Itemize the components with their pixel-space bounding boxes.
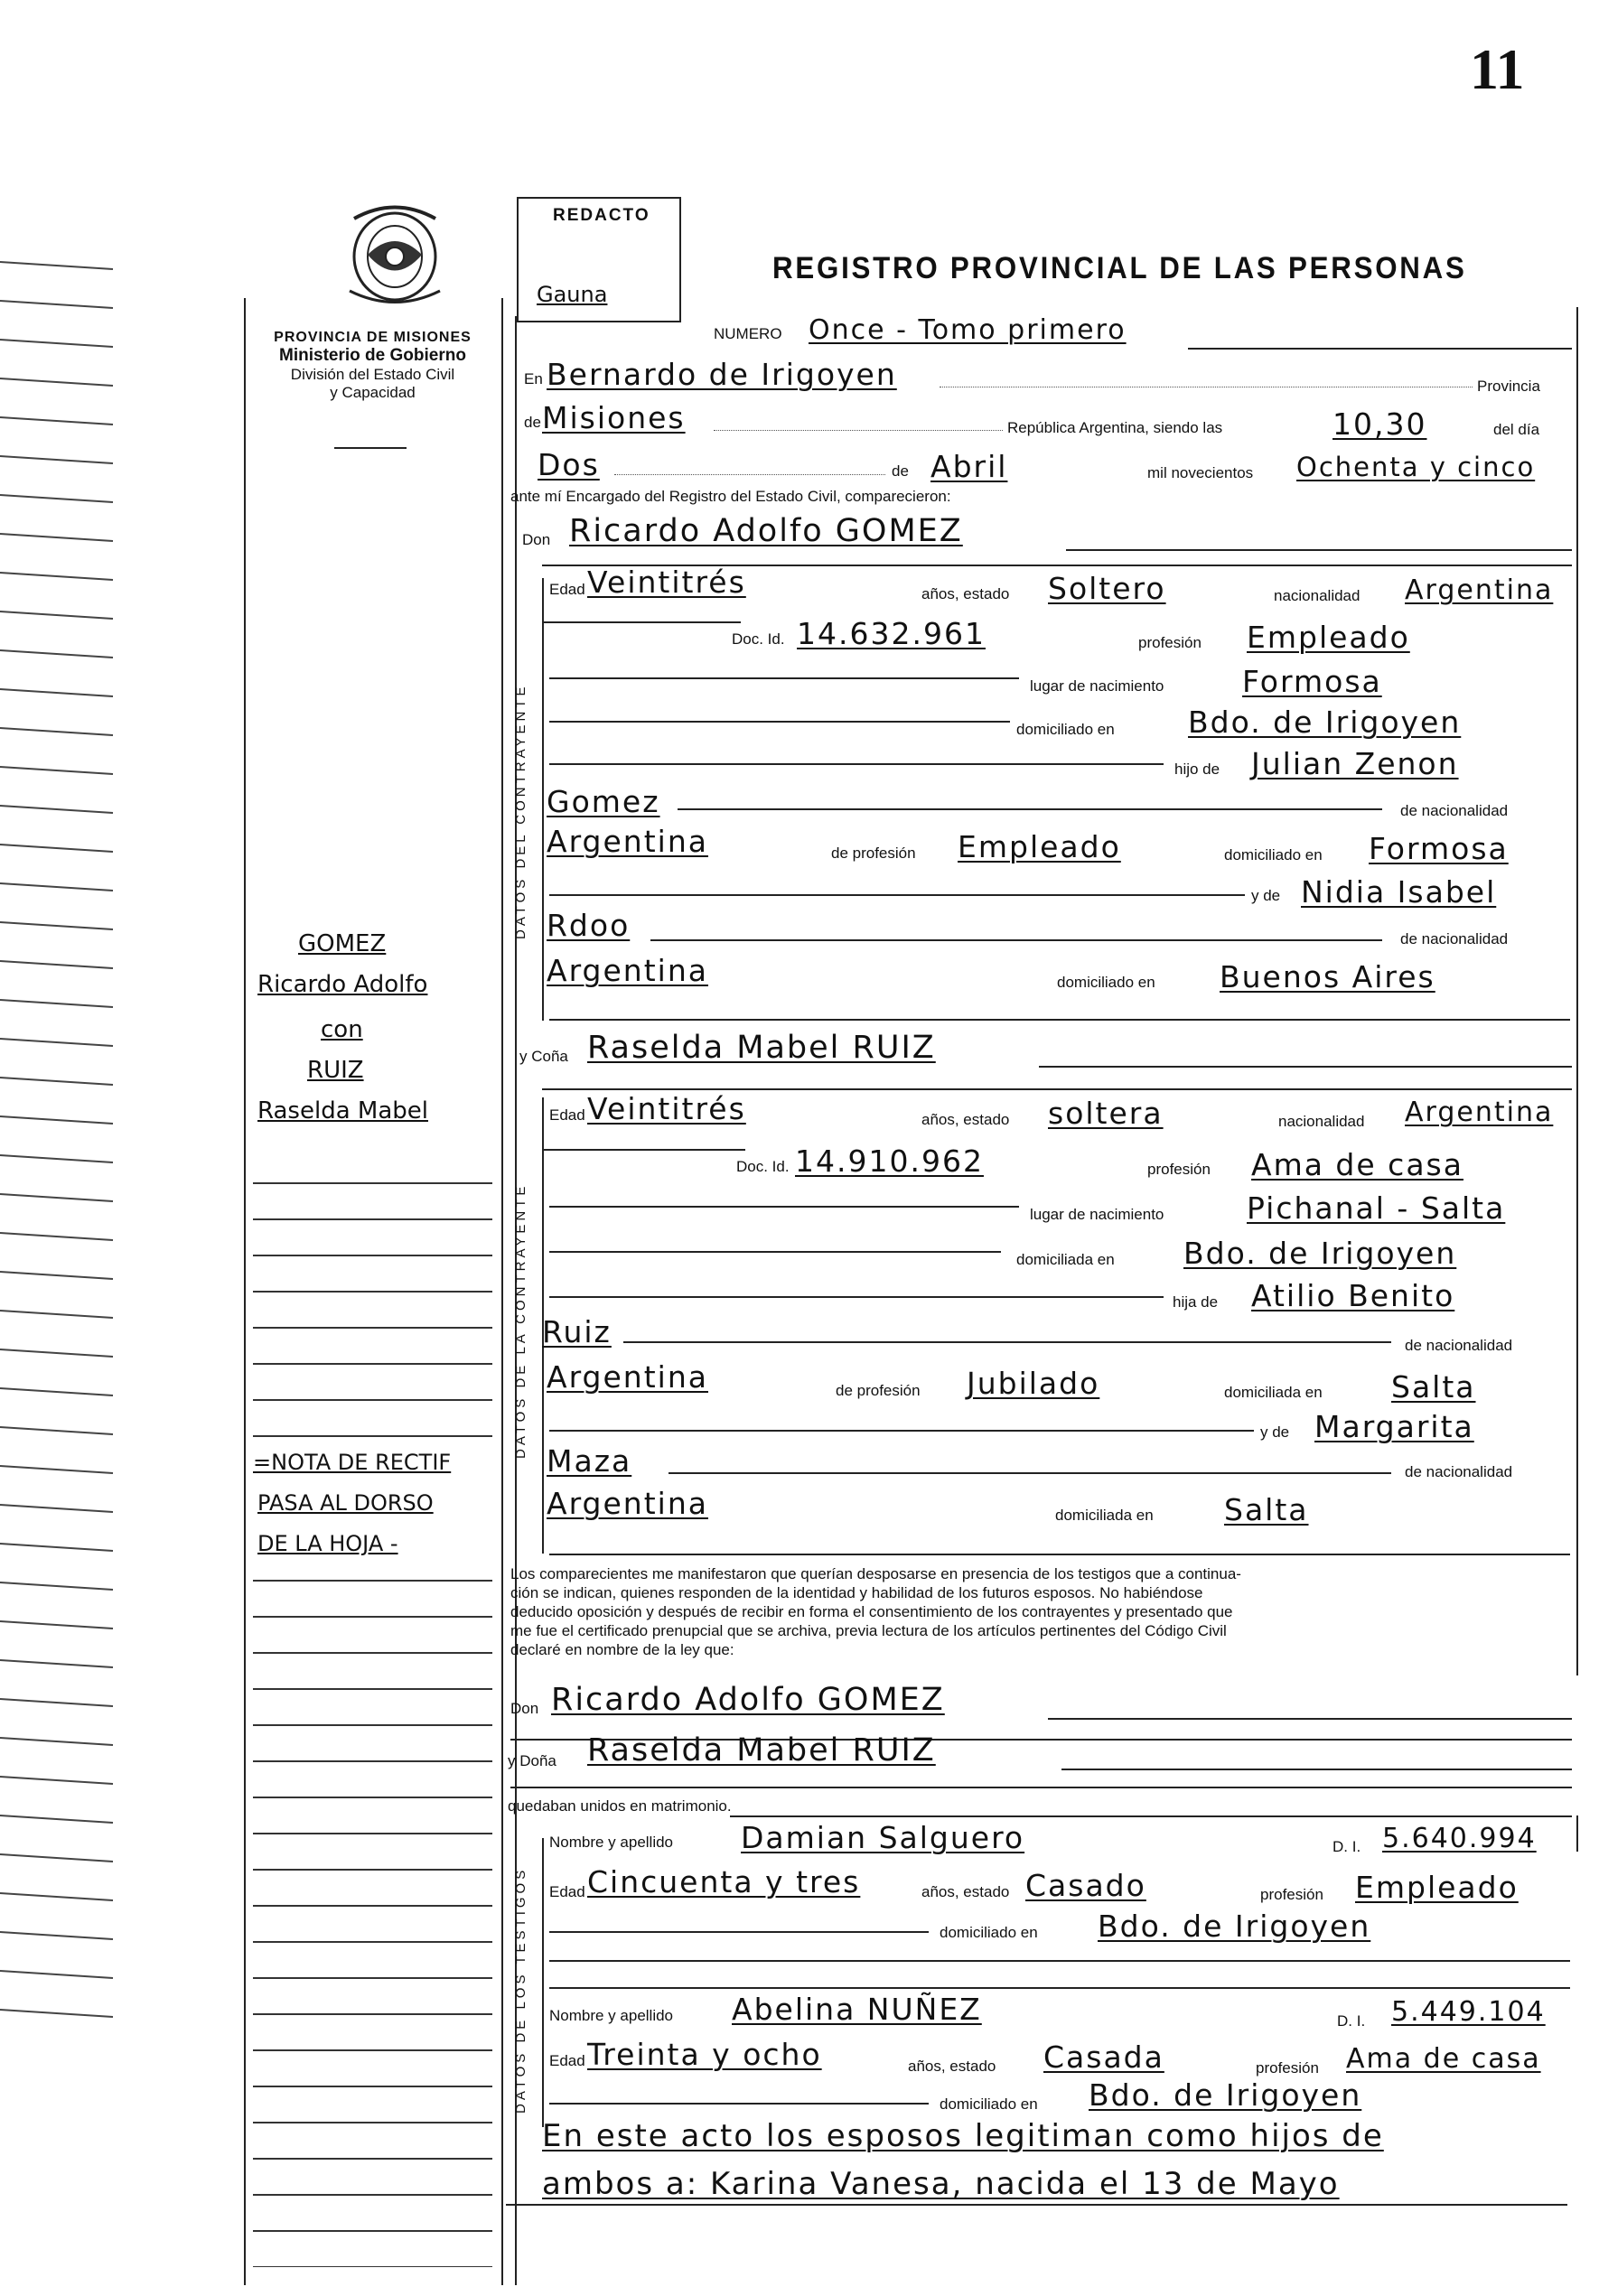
w2-prof-label: profesión [1256, 2059, 1319, 2077]
w2-domicilio: Bdo. de Irigoyen [1089, 2077, 1362, 2113]
numero-label: NUMERO [714, 325, 782, 342]
groom-estado: Soltero [1048, 571, 1166, 606]
bride-padre-nac-label: de nacionalidad [1405, 1337, 1513, 1354]
w2-nombre: Abelina NUÑEZ [732, 1992, 982, 2027]
bride-madre-dom: Salta [1224, 1492, 1309, 1527]
w1-nombre-label: Nombre y apellido [549, 1834, 674, 1851]
binding-line [0, 1272, 113, 1279]
groom-estado-label: años, estado [921, 585, 1010, 602]
w2-di: 5.449.104 [1391, 1996, 1546, 2028]
declaration-line-2: ción se indican, quienes responden de la identidad y habilidad de los futuros esposos. No habiéndose [510, 1584, 1203, 1601]
bride-nac-label: nacionalidad [1278, 1113, 1365, 1130]
registry-title: REGISTRO PROVINCIAL DE LAS PERSONAS [772, 251, 1467, 285]
bride-lugar: Pichanal - Salta [1247, 1190, 1506, 1226]
binding-line [0, 1311, 113, 1318]
de2-label: de [892, 462, 909, 480]
numero-value: Once - Tomo primero [809, 314, 1127, 346]
w2-estado-label: años, estado [908, 2058, 996, 2075]
coat-of-arms-icon [327, 201, 463, 309]
bride-dom-label: domiciliada en [1016, 1251, 1115, 1268]
datos-contrayenta-label: DATOS DE LA CONTRAYENTE [513, 1182, 528, 1459]
margin-groom-names: Ricardo Adolfo [257, 971, 428, 998]
bride-doc: 14.910.962 [795, 1143, 984, 1179]
groom-padre-nac-label: de nacionalidad [1400, 802, 1509, 819]
binding-line [0, 1078, 113, 1085]
note-line-1: En este acto los esposos legitiman como hijos de [542, 2118, 1384, 2154]
en-value: Bernardo de Irigoyen [547, 357, 897, 392]
binding-line [0, 611, 113, 619]
binding-line [0, 845, 113, 852]
groom-hijo-label: hijo de [1174, 761, 1220, 778]
groom-madre-nac-label: de nacionalidad [1400, 930, 1509, 947]
quedaban-text: quedaban unidos en matrimonio. [508, 1797, 732, 1815]
groom-madre-apellido: Rdoo [547, 908, 631, 943]
binding-line [0, 689, 113, 696]
w1-profesion: Empleado [1355, 1870, 1519, 1905]
bride-lugar-label: lugar de nacimiento [1030, 1206, 1164, 1223]
binding-line [0, 728, 113, 735]
page-number: 11 [1470, 37, 1525, 101]
dia-value: Dos [538, 447, 600, 482]
w2-dom-label: domiciliado en [940, 2095, 1038, 2113]
groom-lugar-label: lugar de nacimiento [1030, 677, 1164, 695]
datos-testigos-label: DATOS DE LOS TESTIGOS [513, 1866, 528, 2114]
groom-padre-dom-label: domiciliado en [1224, 846, 1323, 863]
groom-nac-label: nacionalidad [1274, 587, 1361, 604]
binding-line [0, 883, 113, 891]
de-label: de [524, 414, 541, 431]
bride-nacionalidad: Argentina [1405, 1097, 1554, 1128]
w1-nombre: Damian Salguero [741, 1820, 1025, 1855]
bride-y-de-label: y de [1260, 1423, 1290, 1441]
w2-estado: Casada [1043, 2039, 1164, 2075]
w1-di-label: D. I. [1332, 1838, 1361, 1855]
w1-estado: Casado [1025, 1868, 1146, 1903]
binding-lines [0, 253, 117, 2041]
groom-y-de-label: y de [1251, 887, 1281, 904]
binding-line [0, 922, 113, 929]
groom-profesion: Empleado [1247, 620, 1410, 655]
binding-line [0, 534, 113, 541]
binding-line [0, 456, 113, 463]
binding-line [0, 1777, 113, 1784]
groom-padre-prof-label: de profesión [831, 845, 916, 862]
declaration-line-4: me fue el certificado prenupcial que se archiva, previa lectura de los artículos pertinentes del Código Civil [510, 1622, 1227, 1639]
decl-don-label: Don [510, 1700, 539, 1717]
groom-madre-dom: Buenos Aires [1220, 959, 1435, 994]
redacto-box [517, 197, 681, 322]
binding-line [0, 2010, 113, 2017]
bride-madre-nac: Argentina [547, 1486, 708, 1521]
binding-line [0, 1194, 113, 1201]
declaration-line-3: deducido oposición y después de recibir en forma el consentimiento de los contrayentes y presentado que [510, 1603, 1233, 1620]
binding-line [0, 417, 113, 425]
binding-line [0, 1932, 113, 1939]
bride-padre-nac: Argentina [547, 1359, 708, 1395]
bride-edad: Veintitrés [587, 1091, 746, 1126]
binding-line [0, 1854, 113, 1862]
binding-line [0, 301, 113, 308]
w1-estado-label: años, estado [921, 1883, 1010, 1900]
margin-bride-surname: RUIZ [307, 1057, 364, 1084]
ante-text: ante mí Encargado del Registro del Estado Civil, comparecieron: [510, 488, 951, 505]
margin-note-1: =NOTA DE RECTIF [253, 1450, 452, 1475]
bride-nombre: Raselda Mabel RUIZ [587, 1030, 936, 1066]
binding-line [0, 650, 113, 658]
margin-con: con [321, 1016, 363, 1043]
bride-domicilio: Bdo. de Irigoyen [1183, 1236, 1457, 1271]
republica-text: República Argentina, siendo las [1007, 419, 1223, 436]
binding-line [0, 1738, 113, 1745]
bride-madre-dom-label: domiciliada en [1055, 1507, 1154, 1524]
groom-doc: 14.632.961 [797, 616, 986, 651]
groom-edad: Veintitrés [587, 565, 746, 600]
ministry-label: Ministerio de Gobierno [279, 346, 466, 365]
w1-prof-label: profesión [1260, 1886, 1323, 1903]
w1-di: 5.640.994 [1382, 1823, 1537, 1854]
binding-line [0, 1971, 113, 1978]
binding-line [0, 1544, 113, 1551]
bride-madre: Margarita [1314, 1409, 1474, 1444]
groom-domicilio: Bdo. de Irigoyen [1188, 705, 1462, 740]
declaration-text [510, 1564, 1572, 1659]
binding-line [0, 1505, 113, 1512]
y-cona-label: y Coña [519, 1048, 568, 1065]
division-label: División del Estado Civil [290, 366, 455, 383]
bride-hija-label: hija de [1173, 1293, 1219, 1311]
margin-groom-surname: GOMEZ [298, 930, 387, 957]
w2-nombre-label: Nombre y apellido [549, 2007, 674, 2024]
declaration-line-5: declaré en nombre de la ley que: [510, 1641, 734, 1658]
groom-madre: Nidia Isabel [1301, 874, 1497, 910]
bride-padre-apellido: Ruiz [542, 1314, 612, 1349]
binding-line [0, 1388, 113, 1395]
bride-prof-label: profesión [1147, 1161, 1211, 1178]
binding-line [0, 1116, 113, 1124]
del-dia-label: del día [1493, 421, 1540, 438]
w2-edad: Treinta y ocho [587, 2037, 822, 2072]
bride-doc-label: Doc. Id. [736, 1158, 790, 1175]
binding-line [0, 1039, 113, 1046]
groom-doc-label: Doc. Id. [732, 630, 785, 648]
bride-padre: Atilio Benito [1251, 1278, 1455, 1313]
margin-note-3: DE LA HOJA - [257, 1531, 398, 1556]
binding-line [0, 1621, 113, 1629]
sidebar-header [248, 330, 497, 402]
w1-dom-label: domiciliado en [940, 1924, 1038, 1941]
w2-di-label: D. I. [1337, 2012, 1366, 2030]
decl-dona-label: y Doña [508, 1752, 556, 1769]
w1-domicilio: Bdo. de Irigoyen [1098, 1909, 1371, 1944]
binding-line [0, 1582, 113, 1590]
binding-line [0, 961, 113, 968]
bride-edad-label: Edad [549, 1106, 585, 1124]
binding-line [0, 340, 113, 347]
groom-padre-nac: Argentina [547, 824, 708, 859]
groom-madre-dom-label: domiciliado en [1057, 974, 1155, 991]
bride-padre-dom: Salta [1391, 1369, 1476, 1405]
province-label: PROVINCIA DE MISIONES [274, 330, 472, 345]
don-label: Don [522, 531, 551, 548]
hora-value: 10,30 [1332, 406, 1427, 442]
groom-padre-dom: Formosa [1369, 831, 1509, 866]
bride-profesion: Ama de casa [1251, 1147, 1463, 1182]
binding-line [0, 1000, 113, 1007]
groom-padre-prof: Empleado [958, 829, 1121, 864]
don-value: Ricardo Adolfo GOMEZ [569, 513, 963, 549]
bride-estado-label: años, estado [921, 1111, 1010, 1128]
decl-dona: Raselda Mabel RUIZ [587, 1732, 936, 1769]
bride-madre-nac-label: de nacionalidad [1405, 1463, 1513, 1480]
binding-line [0, 1155, 113, 1162]
groom-edad-label: Edad [549, 581, 585, 598]
binding-line [0, 1427, 113, 1434]
groom-lugar: Formosa [1242, 664, 1382, 699]
binding-line [0, 1349, 113, 1357]
bride-madre-apellido: Maza [547, 1443, 632, 1479]
groom-padre-apellido: Gomez [547, 784, 660, 819]
capacity-label: y Capacidad [330, 384, 416, 401]
anio-value: Ochenta y cinco [1296, 452, 1536, 482]
bride-padre-prof: Jubilado [967, 1366, 1100, 1401]
margin-rule-lines [253, 1147, 497, 2267]
binding-line [0, 495, 113, 502]
w1-edad: Cincuenta y tres [587, 1864, 861, 1899]
bride-estado: soltera [1048, 1096, 1164, 1131]
groom-padre: Julian Zenon [1251, 746, 1459, 781]
binding-line [0, 1233, 113, 1240]
declaration-line-1: Los comparecientes me manifestaron que querían desposarse en presencia de los testigos que a continua- [510, 1565, 1241, 1582]
margin-note-2: PASA AL DORSO [257, 1490, 434, 1516]
binding-line [0, 573, 113, 580]
de-value: Misiones [542, 400, 686, 435]
binding-line [0, 1660, 113, 1667]
binding-line [0, 378, 113, 386]
binding-line [0, 1466, 113, 1473]
bride-padre-prof-label: de profesión [836, 1382, 921, 1399]
en-label: En [524, 370, 543, 387]
bride-padre-dom-label: domiciliada en [1224, 1384, 1323, 1401]
provincia-label: Provincia [1477, 378, 1540, 395]
binding-line [0, 767, 113, 774]
datos-contrayente-label: DATOS DEL CONTRAYENTE [513, 683, 528, 939]
binding-line [0, 1893, 113, 1900]
w2-profesion: Ama de casa [1346, 2043, 1541, 2075]
w2-edad-label: Edad [549, 2052, 585, 2069]
groom-madre-nac: Argentina [547, 953, 708, 988]
redacto-label: REDACTO [553, 206, 650, 225]
groom-prof-label: profesión [1138, 634, 1202, 651]
note-line-2: ambos a: Karina Vanesa, nacida el 13 de Mayo [542, 2166, 1340, 2202]
w1-edad-label: Edad [549, 1883, 585, 1900]
binding-line [0, 262, 113, 269]
binding-line [0, 806, 113, 813]
mes-value: Abril [930, 449, 1008, 484]
decl-don: Ricardo Adolfo GOMEZ [551, 1682, 945, 1718]
mil-label: mil novecientos [1147, 464, 1254, 481]
groom-dom-label: domiciliado en [1016, 721, 1115, 738]
margin-bride-names: Raselda Mabel [257, 1097, 428, 1125]
binding-line [0, 1815, 113, 1823]
redacto-value: Gauna [537, 282, 608, 307]
binding-line [0, 1699, 113, 1706]
groom-nacionalidad: Argentina [1405, 574, 1554, 606]
